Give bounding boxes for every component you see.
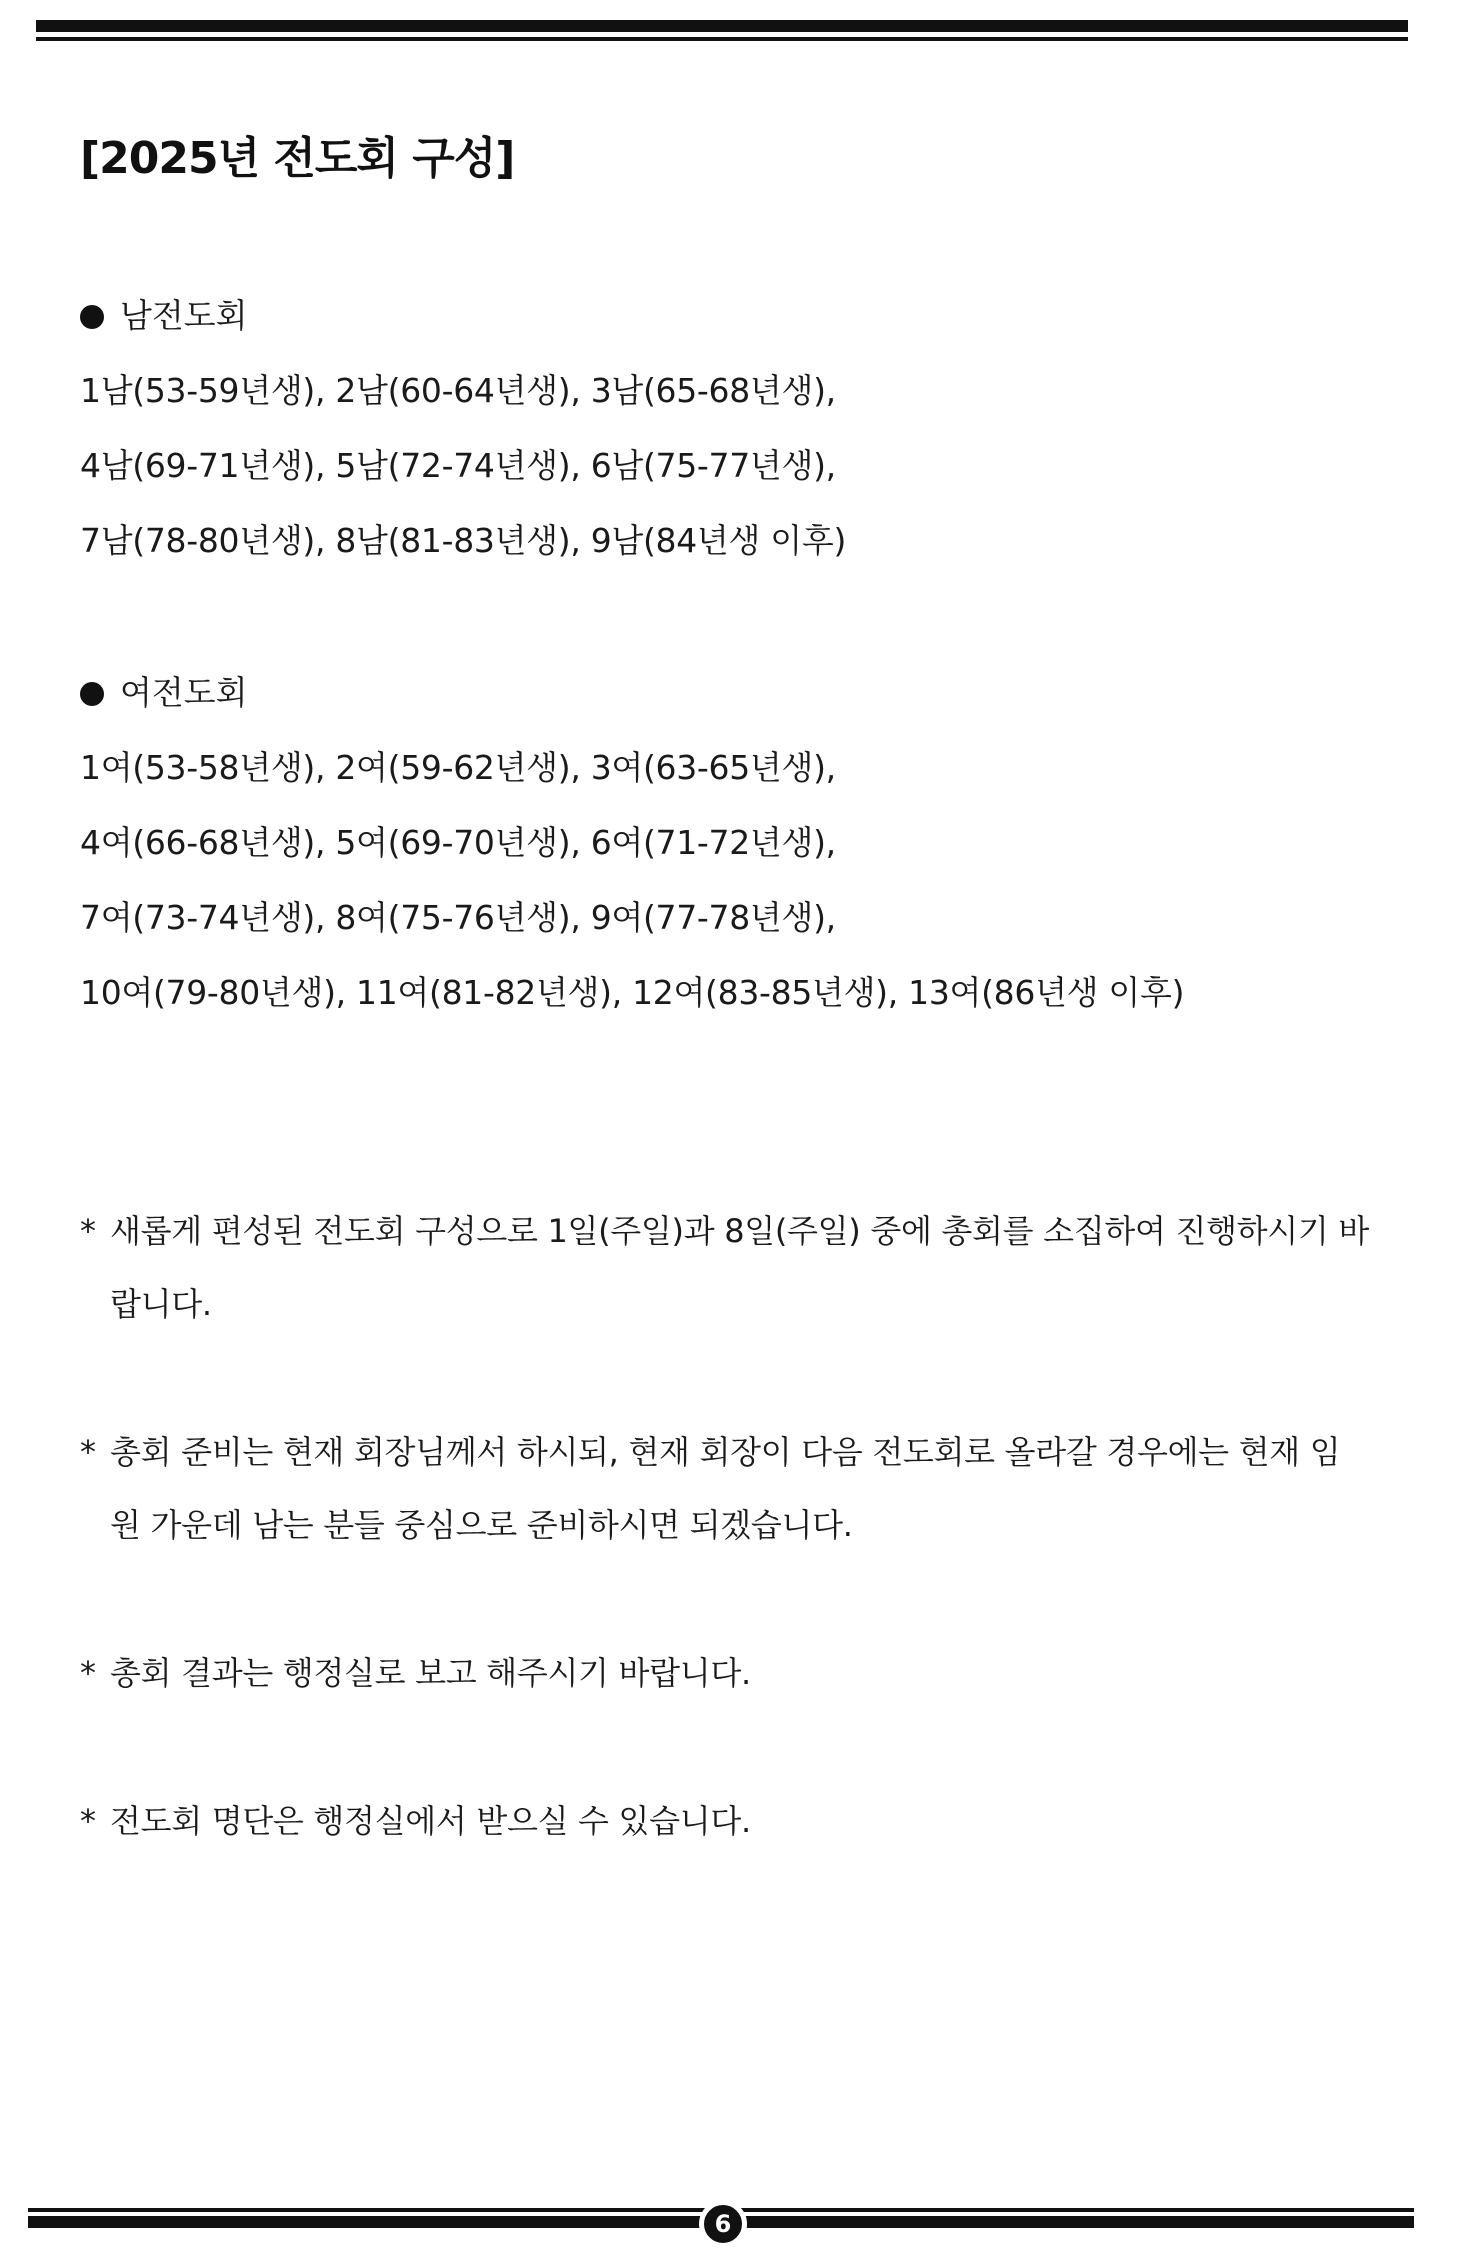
notes-list (80, 1195, 1370, 1858)
page-title: [2025년 전도회 구성] (80, 133, 515, 184)
note-item (80, 1785, 1370, 1858)
women-group-line: 4여(66-68년생), 5여(69-70년생), 6여(71-72년생), (80, 823, 836, 862)
note-text: 새롭게 편성된 전도회 구성으로 1일(주일)과 8일(주일) 중에 총회를 소집하여 진행하시기 바랍니다. (110, 1212, 1369, 1323)
men-section-heading (80, 288, 1380, 363)
note-marker: * (80, 1802, 96, 1840)
note-item (80, 1416, 1370, 1562)
note-marker: * (80, 1654, 96, 1692)
top-rule-thin (36, 37, 1408, 41)
note-marker: * (80, 1433, 96, 1471)
note-text: 총회 준비는 현재 회장님께서 하시되, 현재 회장이 다음 전도회로 올라갈 경우에는 현재 임원 가운데 남는 분들 중심으로 준비하시면 되겠습니다. (110, 1433, 1341, 1544)
note-text: 총회 결과는 행정실로 보고 해주시기 바랍니다. (110, 1654, 751, 1692)
note-item (80, 1637, 1370, 1710)
bullet-icon (80, 305, 104, 329)
men-group-line: 7남(78-80년생), 8남(81-83년생), 9남(84년생 이후) (80, 521, 847, 560)
men-heading-label: 남전도회 (120, 296, 248, 335)
bullet-icon (80, 682, 104, 706)
women-mission-section (80, 665, 1380, 1040)
note-item (80, 1195, 1370, 1341)
women-group-line: 10여(79-80년생), 11여(81-82년생), 12여(83-85년생), 13여(86년생 이후) (80, 973, 1185, 1012)
note-marker: * (80, 1212, 96, 1250)
note-text: 전도회 명단은 행정실에서 받으실 수 있습니다. (110, 1802, 751, 1840)
women-section-heading (80, 665, 1380, 740)
women-heading-label: 여전도회 (120, 673, 248, 712)
men-group-line: 1남(53-59년생), 2남(60-64년생), 3남(65-68년생), (80, 371, 836, 410)
men-group-line: 4남(69-71년생), 5남(72-74년생), 6남(75-77년생), (80, 446, 836, 485)
page-number-badge: 6 (699, 2200, 747, 2248)
women-group-line: 7여(73-74년생), 8여(75-76년생), 9여(77-78년생), (80, 898, 836, 937)
top-rule-thick (36, 20, 1408, 32)
men-mission-section (80, 288, 1380, 588)
women-group-line: 1여(53-58년생), 2여(59-62년생), 3여(63-65년생), (80, 748, 836, 787)
